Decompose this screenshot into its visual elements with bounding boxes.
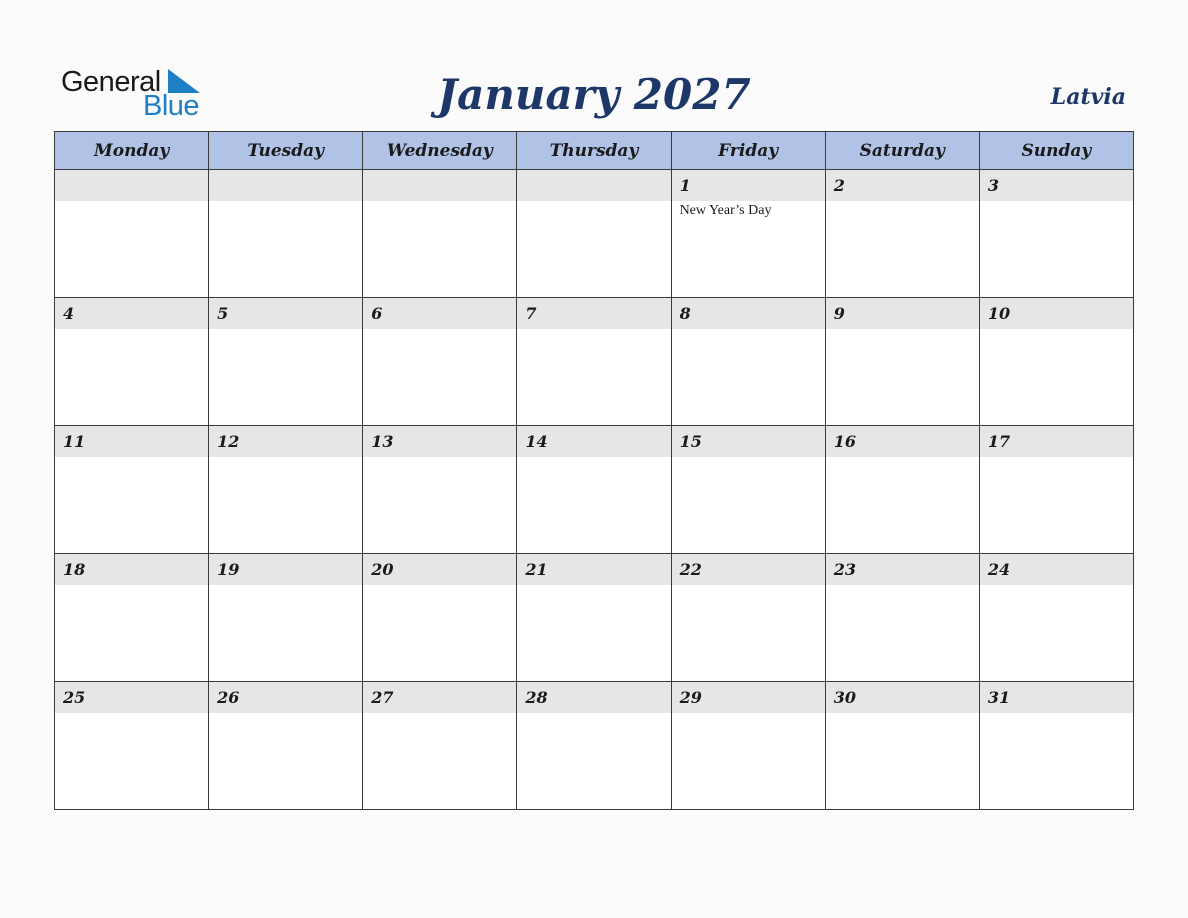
day-number: 29	[679, 688, 702, 707]
day-cell[interactable]	[826, 170, 980, 298]
day-number: 4	[63, 304, 75, 323]
day-number: 26	[217, 688, 240, 707]
weekday-header-thursday: Thursday	[517, 132, 671, 170]
day-number-band	[980, 426, 1133, 457]
day-number: 11	[63, 432, 86, 451]
day-cell[interactable]	[517, 682, 671, 810]
day-cell[interactable]	[517, 170, 671, 298]
day-number-band	[517, 298, 670, 329]
day-number: 5	[217, 304, 229, 323]
day-number: 20	[371, 560, 394, 579]
weekday-header-sunday: Sunday	[980, 132, 1134, 170]
day-cell[interactable]	[55, 298, 209, 426]
day-number: 6	[371, 304, 383, 323]
day-cell[interactable]	[826, 426, 980, 554]
day-number: 25	[63, 688, 86, 707]
day-cell[interactable]	[826, 554, 980, 682]
country-label: Latvia	[1050, 84, 1126, 110]
day-cell[interactable]	[980, 554, 1134, 682]
day-number-band	[980, 554, 1133, 585]
day-cell[interactable]	[55, 170, 209, 298]
day-number-band	[363, 298, 516, 329]
day-number-band	[517, 426, 670, 457]
day-number: 12	[217, 432, 240, 451]
day-number-band	[363, 554, 516, 585]
weekday-header-friday: Friday	[672, 132, 826, 170]
day-number-band	[672, 298, 825, 329]
day-number: 8	[679, 304, 691, 323]
day-number: 16	[833, 432, 856, 451]
day-number-band	[826, 682, 979, 713]
day-number: 24	[987, 560, 1011, 579]
day-number-band	[55, 426, 208, 457]
day-number-band	[980, 170, 1133, 201]
weekday-header-tuesday: Tuesday	[209, 132, 363, 170]
day-cell[interactable]	[672, 554, 826, 682]
day-number: 15	[679, 432, 702, 451]
day-cell[interactable]	[209, 170, 363, 298]
day-number: 27	[371, 688, 394, 707]
day-number-band	[209, 426, 362, 457]
holiday-label: New Year’s Day	[679, 203, 772, 218]
day-number-band	[672, 170, 825, 201]
day-number-band	[209, 554, 362, 585]
day-number: 9	[833, 304, 845, 323]
day-number-band	[672, 682, 825, 713]
day-cell[interactable]	[672, 426, 826, 554]
day-cell[interactable]	[209, 682, 363, 810]
day-cell[interactable]	[363, 682, 517, 810]
day-number-band	[826, 554, 979, 585]
calendar-title: January 2027	[437, 70, 751, 119]
day-cell[interactable]	[980, 682, 1134, 810]
day-number: 10	[987, 304, 1011, 323]
day-number: 3	[987, 176, 999, 195]
day-cell[interactable]	[209, 426, 363, 554]
day-number-band	[363, 682, 516, 713]
weekday-header-wednesday: Wednesday	[363, 132, 517, 170]
day-number: 28	[525, 688, 548, 707]
day-cell[interactable]	[363, 554, 517, 682]
day-cell[interactable]	[363, 426, 517, 554]
day-number: 14	[525, 432, 548, 451]
calendar-grid	[54, 131, 1134, 810]
day-number-band	[980, 682, 1133, 713]
day-cell[interactable]	[55, 554, 209, 682]
day-cell[interactable]	[826, 298, 980, 426]
day-cell[interactable]	[980, 426, 1134, 554]
day-number: 18	[63, 560, 86, 579]
day-number-band	[826, 426, 979, 457]
logo-word-blue: Blue	[143, 90, 200, 122]
day-cell[interactable]	[517, 298, 671, 426]
day-cell[interactable]	[672, 170, 826, 298]
day-number-band	[826, 170, 979, 201]
day-number: 1	[679, 176, 691, 195]
day-number: 22	[679, 560, 702, 579]
day-number-band	[517, 554, 670, 585]
day-cell[interactable]	[672, 298, 826, 426]
day-number-band	[209, 170, 362, 201]
day-cell[interactable]	[209, 554, 363, 682]
day-number-band	[980, 298, 1133, 329]
day-number: 30	[833, 688, 856, 707]
day-number-band	[55, 554, 208, 585]
day-cell[interactable]	[363, 170, 517, 298]
day-number-band	[363, 426, 516, 457]
day-cell[interactable]	[55, 426, 209, 554]
day-number: 21	[525, 560, 548, 579]
day-number-band	[55, 170, 208, 201]
day-cell[interactable]	[517, 426, 671, 554]
day-cell[interactable]	[980, 170, 1134, 298]
day-number-band	[209, 298, 362, 329]
day-cell[interactable]	[826, 682, 980, 810]
day-cell[interactable]	[517, 554, 671, 682]
day-number-band	[363, 170, 516, 201]
day-cell[interactable]	[980, 298, 1134, 426]
day-number: 17	[987, 432, 1011, 451]
day-number-band	[672, 554, 825, 585]
day-number: 2	[833, 176, 845, 195]
weekday-header-monday: Monday	[55, 132, 209, 170]
day-number-band	[517, 170, 670, 201]
logo-word-general: General	[61, 66, 161, 98]
day-number: 7	[525, 304, 537, 323]
day-cell[interactable]	[672, 682, 826, 810]
day-cell[interactable]	[209, 298, 363, 426]
day-number: 19	[217, 560, 240, 579]
day-number-band	[55, 682, 208, 713]
day-number-band	[517, 682, 670, 713]
day-number-band	[672, 426, 825, 457]
day-number-band	[55, 298, 208, 329]
day-number-band	[826, 298, 979, 329]
day-number: 23	[833, 560, 856, 579]
day-number: 13	[371, 432, 394, 451]
day-cell[interactable]	[55, 682, 209, 810]
weekday-header-saturday: Saturday	[826, 132, 980, 170]
day-number: 31	[987, 688, 1011, 707]
day-cell[interactable]	[363, 298, 517, 426]
day-number-band	[209, 682, 362, 713]
